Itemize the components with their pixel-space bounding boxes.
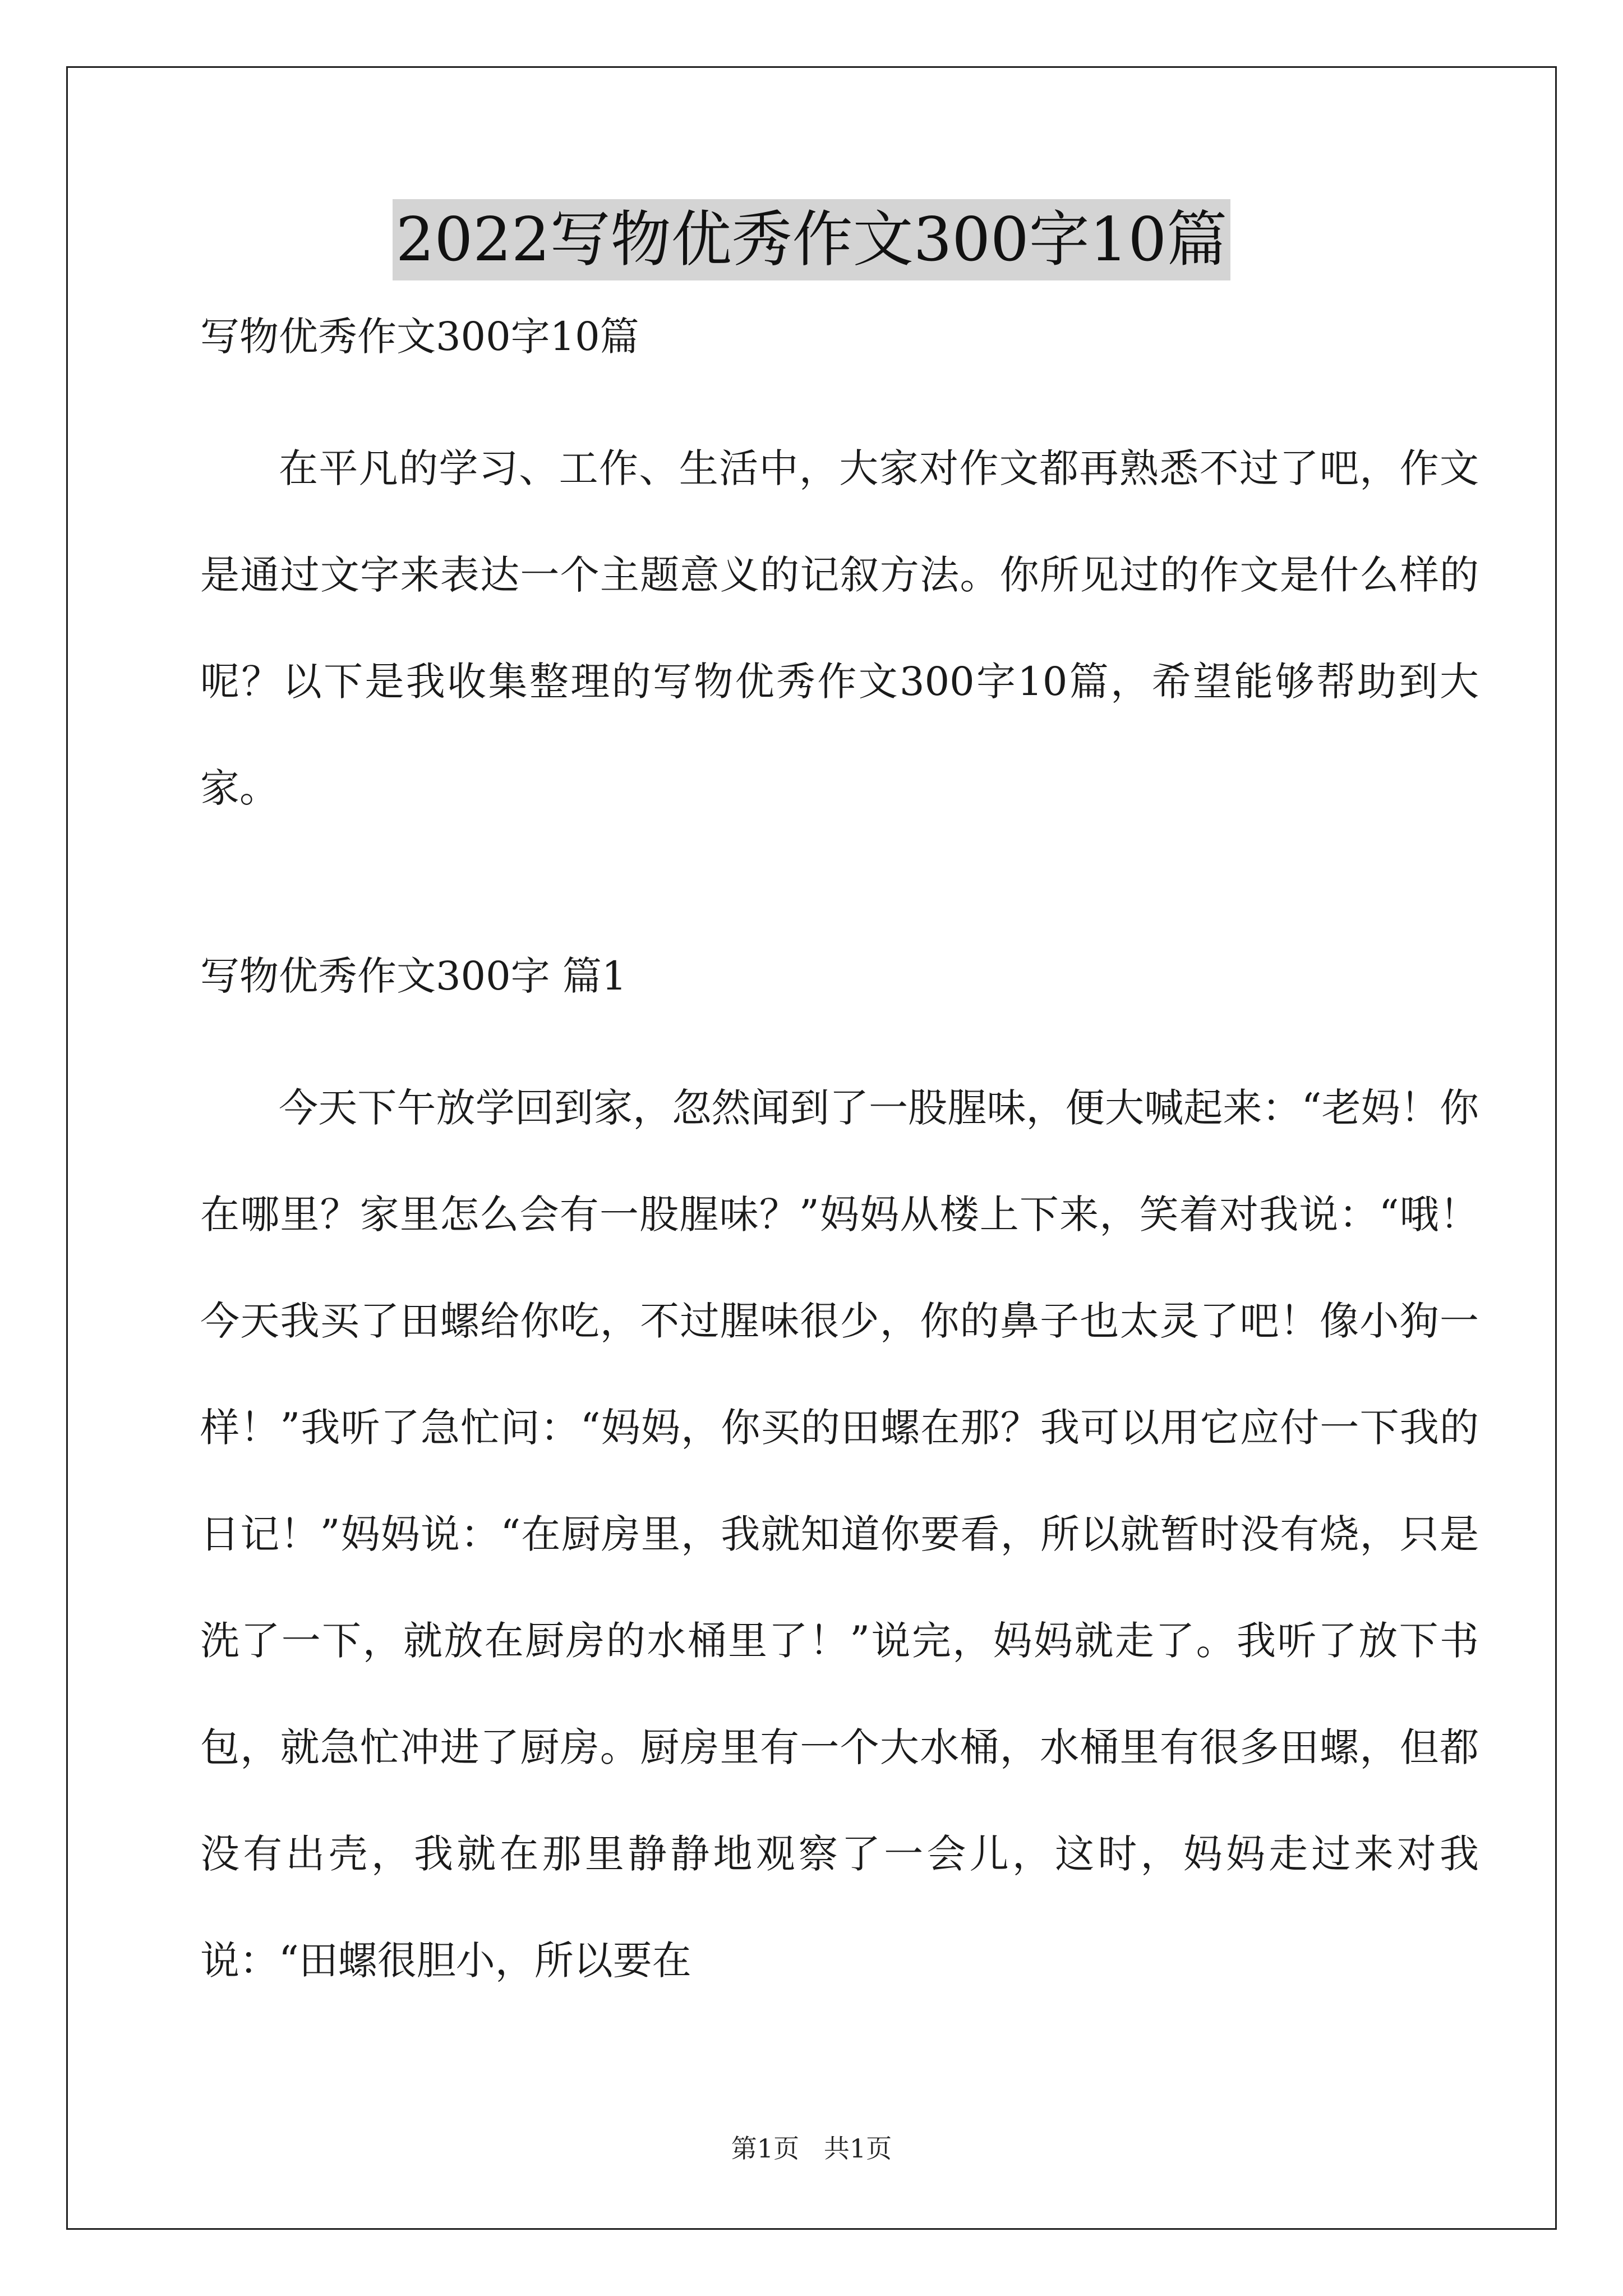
document-title: 2022写物优秀作文300字10篇 <box>393 199 1230 280</box>
document-body <box>200 309 1479 2014</box>
section-paragraph: 今天下午放学回到家，忽然闻到了一股腥味，便大喊起来：“老妈！你在哪里？家里怎么会有一股腥味？”妈妈从楼上下来，笑着对我说：“哦！今天我买了田螺给你吃，不过腥味很少，你的鼻子也太灵了吧！像小狗一样！”我听了急忙问：“妈妈，你买的田螺在那？我可以用它应付一下我的日记！”妈妈说：“在厨房里，我就知道你要看，所以就暂时没有烧，只是洗了一下，就放在厨房的水桶里了！”说完，妈妈就走了。我听了放下书包，就急忙冲进了厨房。厨房里有一个大水桶，水桶里有很多田螺，但都没有出壳，我就在那里静静地观察了一会儿，这时，妈妈走过来对我说：“田螺很胆小，所以要在 <box>200 1085 1479 1984</box>
title-container <box>0 199 1623 280</box>
section-heading: 写物优秀作文300字 篇1 <box>200 953 627 999</box>
page-footer: 第1页 共1页 <box>731 2133 892 2164</box>
spacer <box>200 1004 1479 1055</box>
document-subtitle: 写物优秀作文300字10篇 <box>200 314 639 360</box>
spacer <box>200 365 1479 415</box>
spacer <box>200 841 1479 948</box>
intro-paragraph: 在平凡的学习、工作、生活中，大家对作文都再熟悉不过了吧，作文是通过文字来表达一个主题意义的记叙方法。你所见过的作文是什么样的呢？以下是我收集整理的写物优秀作文300字10篇，希望能够帮助到大家。 <box>200 445 1479 811</box>
